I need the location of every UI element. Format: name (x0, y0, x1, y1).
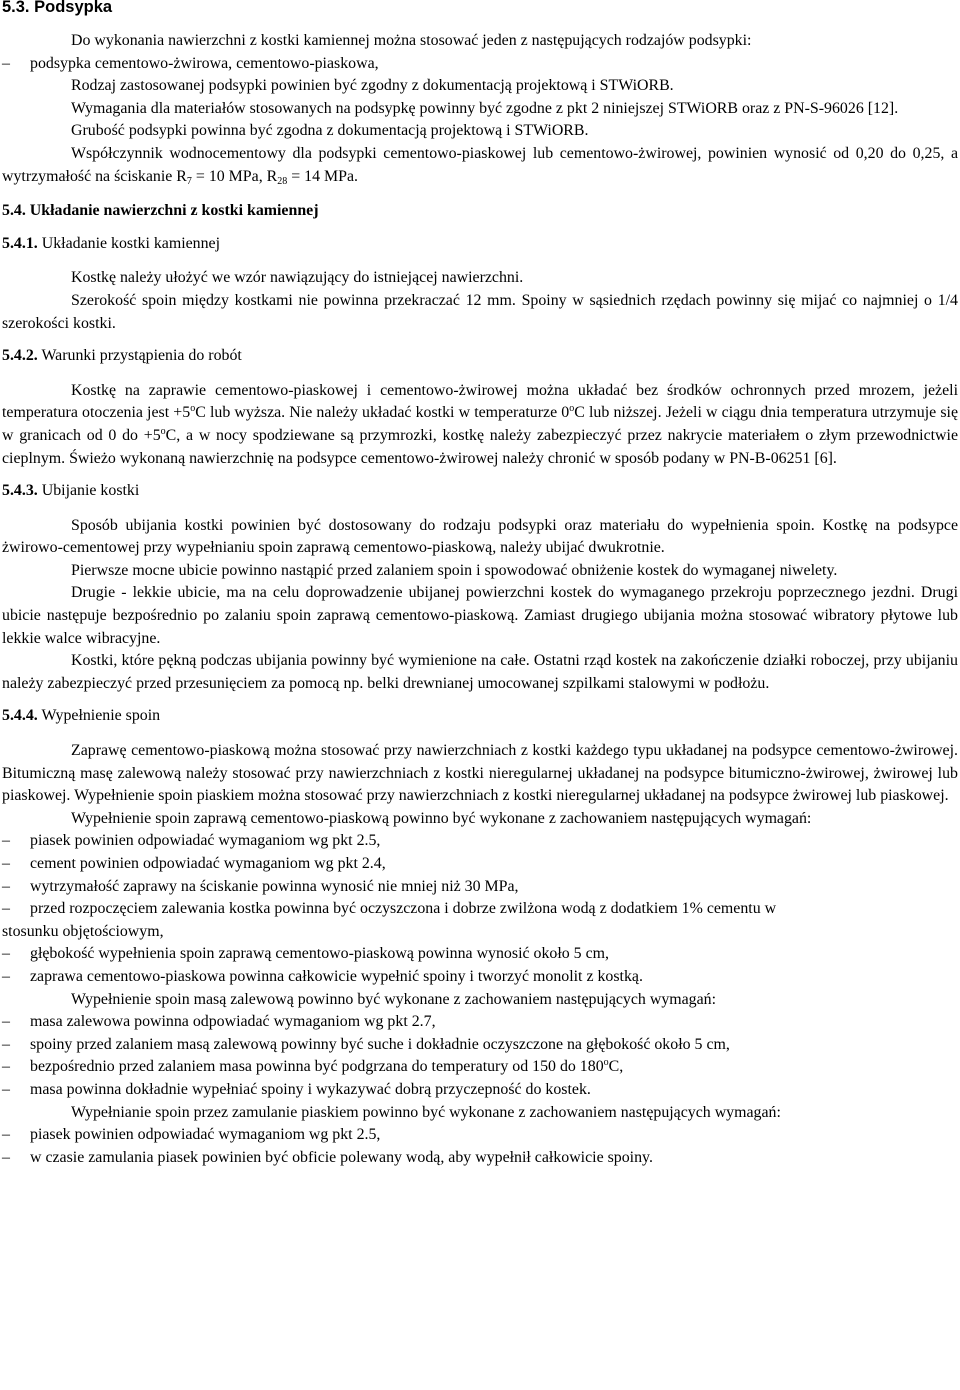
superscript: o (160, 425, 166, 437)
paragraph-water-cement (2, 143, 958, 188)
list-item-text (30, 1056, 958, 1079)
list-item (2, 1147, 958, 1170)
text-span: = 10 MPa, R (191, 167, 278, 185)
dash-marker: – (2, 1148, 10, 1166)
section-number: 5.4.4. (2, 707, 38, 725)
paragraph: Pierwsze mocne ubicie powinno nastąpić przed zalaniem spoin i spowodować obniżenie kostek do wymaganej niwelety. (71, 561, 838, 579)
list-item-text: wytrzymałość zaprawy na ściskanie powinna wynosić nie mniej niż 30 MPa, (30, 877, 519, 895)
list-item (2, 853, 958, 876)
subsection-title: Ubijanie kostki (37, 482, 140, 500)
list-item-text: masa powinna dokładnie wypełniać spoiny i wykazywać dobrą przyczepność do kostek. (30, 1080, 591, 1098)
text-span: bezpośrednio przed zalaniem masa powinna być podgrzana do temperatury od 150 do 180 (30, 1058, 604, 1076)
dash-marker: – (2, 1035, 10, 1053)
dash-marker: – (2, 1058, 10, 1076)
dash-marker: – (2, 1013, 10, 1031)
paragraph: Rodzaj zastosowanej podsypki powinien być zgodny z dokumentacją projektową i STWiORB. (71, 77, 674, 95)
dash-marker: – (2, 855, 10, 872)
list-item (2, 943, 958, 966)
section-number: 5.4.3. (2, 482, 38, 500)
dash-marker: – (2, 967, 10, 985)
paragraph: Wymagania dla materiałów stosowanych na podsypkę powinny być zgodne z pkt 2 niniejszej STWiORB oraz z PN-S-96026 [12]. (71, 99, 899, 117)
text-span: C, (608, 1058, 624, 1076)
text-span: C lub niższej. Jeżeli w ciągu dnia temperatura utrzymuje się w granicach od 0 do +5 (2, 404, 958, 444)
list-item-text: piasek powinien odpowiadać wymaganiom wg pkt 2.5, (30, 832, 381, 850)
paragraph: Sposób ubijania kostki powinien być dostosowany do rodzaju podsypki oraz materiału do wypełnienia spoin. Kostkę na podsypce żwirowo-cementowej przy wypełnianiu spoin zaprawą cementowo-piaskową, należy ubijać dwukrotnie. (2, 516, 958, 557)
list-item-continuation: stosunku objętościowym, (2, 922, 164, 940)
subsection-title: Układanie kostki kamiennej (37, 234, 221, 252)
list-item-text: cement powinien odpowiadać wymaganiom wg pkt 2.4, (30, 855, 386, 872)
subsection-title: Wypełnienie spoin (37, 707, 161, 725)
dash-marker: – (2, 945, 10, 963)
subscript: 7 (186, 175, 192, 187)
section-number: 5.4.2. (2, 347, 38, 365)
superscript: o (603, 1057, 609, 1069)
subsection-heading-5-4-2 (2, 345, 958, 368)
list-item-text: masa zalewowa powinna odpowiadać wymaganiom wg pkt 2.7, (30, 1013, 436, 1031)
subsection-heading-5-4-1 (2, 233, 958, 256)
section-title-5-4: 5.4. Układanie nawierzchni z kostki kamiennej (2, 202, 319, 220)
paragraph: Wypełnienie spoin zaprawą cementowo-piaskową powinno być wykonane z zachowaniem następujących wymagań: (71, 809, 812, 827)
list-item (2, 53, 958, 76)
subsection-heading-5-4-3 (2, 480, 958, 503)
list-item (2, 1056, 958, 1079)
list-item-text: piasek powinien odpowiadać wymaganiom wg pkt 2.5, (30, 1126, 381, 1144)
list-item (2, 1124, 958, 1147)
list-item-text: głębokość wypełnienia spoin zaprawą cementowo-piaskową powinna wynosić około 5 cm, (30, 945, 609, 963)
superscript: o (190, 403, 196, 415)
paragraph-intro: Do wykonania nawierzchni z kostki kamiennej można stosować jeden z następujących rodzajów podsypki: (71, 32, 752, 49)
list-item-text: przed rozpoczęciem zalewania kostka powinna być oczyszczona i dobrze zwilżona wodą z dodatkiem 1% cementu w (30, 900, 777, 918)
list-item (2, 830, 958, 853)
subsection-heading-5-4-4 (2, 705, 958, 728)
list-item-text: w czasie zamulania piasek powinien być obficie polewany wodą, aby wypełnił całkowicie spoiny. (30, 1148, 653, 1166)
paragraph: Drugie - lekkie ubicie, ma na celu doprowadzenie ubijanej powierzchni kostek do wymaganego przekroju poprzecznego jezdni. Drugi ubicie następuje bezpośrednio po zalaniu spoin zaprawą cementowo-piaskową. Zamiast drugiego ubijania można stosować wibratory płytowe lub lekkie walce wibracyjne. (2, 584, 958, 647)
dash-marker: – (2, 877, 10, 895)
text-span: Współczynnik wodnocementowy dla podsypki cementowo-piaskowej lub cementowo-żwirowej, powinien wynosić od 0,20 do 0,25, a wytrzymałość na ściskanie R (2, 144, 958, 185)
subscript: 28 (277, 175, 288, 187)
text-span: C, a w nocy spodziewane są przymrozki, kostkę należy zabezpieczyć przez nakrycie materiałem o złym przewodnictwie cieplnym. Świeżo wykonaną nawierzchnię na podsypce cementowo-żwirowej należy chronić w sposób podany w PN-B-06251 [6]. (2, 426, 958, 467)
text-span: C lub wyższa. Nie należy układać kostki w temperaturze 0 (195, 404, 570, 422)
paragraph: Zaprawę cementowo-piaskową można stosować przy nawierzchniach z kostki każdego typu układanej na podsypce cementowo-żwirowej. Bitumiczną masę zalewową należy stosować przy nawierzchniach z kostki nieregularnej układanej na podsypce bitumiczno-żwirowej, żwirowej lub piaskowej. Wypełnienie spoin piaskiem można stosować przy nawierzchniach z kostki nieregularnej układanej na podsypce żwirowej lub piaskowej. (2, 742, 958, 805)
section-number: 5.4.1. (2, 234, 38, 252)
paragraph: Wypełnienie spoin masą zalewową powinno być wykonane z zachowaniem następujących wymagań: (71, 990, 717, 1008)
section-title-5-3: 5.3. Podsypka (2, 0, 113, 16)
list-item (2, 876, 958, 899)
dash-marker: – (2, 1080, 10, 1098)
paragraph: Wypełnianie spoin przez zamulanie piaskiem powinno być wykonane z zachowaniem następujących wymagań: (71, 1103, 781, 1121)
paragraph-conditions (2, 380, 958, 470)
list-item (2, 1034, 958, 1057)
list-item (2, 898, 958, 921)
list-item-text: zaprawa cementowo-piaskowa powinna całkowicie wypełnić spoiny i tworzyć monolit z kostką. (30, 967, 643, 985)
text-span: = 14 MPa. (287, 167, 359, 185)
subsection-title: Warunki przystąpienia do robót (37, 347, 242, 365)
text-span: Kostkę na zaprawie cementowo-piaskowej i cementowo-żwirowej można układać bez środków ochronnych przed mrozem, jeżeli temperatura otoczenia jest +5 (2, 381, 958, 422)
paragraph: Szerokość spoin między kostkami nie powinna przekraczać 12 mm. Spoiny w sąsiednich rzędach powinny się mijać co najmniej o 1/4 szerokości kostki. (2, 291, 958, 332)
list-item (2, 1079, 958, 1102)
superscript: o (569, 403, 575, 415)
paragraph: Grubość podsypki powinna być zgodna z dokumentacją projektową i STWiORB. (71, 122, 589, 140)
list-item-text: podsypka cementowo-żwirowa, cementowo-piaskowa, (30, 54, 379, 72)
dash-marker: – (2, 832, 10, 850)
list-item (2, 1011, 958, 1034)
dash-marker: – (2, 1126, 10, 1144)
list-item-text: spoiny przed zalaniem masą zalewową powinny być suche i dokładnie oczyszczone na głębokość około 5 cm, (30, 1035, 730, 1053)
list-item (2, 966, 958, 989)
paragraph: Kostkę należy ułożyć we wzór nawiązujący do istniejącej nawierzchni. (71, 269, 524, 287)
dash-marker: – (2, 54, 10, 72)
dash-marker: – (2, 900, 10, 918)
paragraph: Kostki, które pękną podczas ubijania powinny być wymienione na całe. Ostatni rząd kostek na zakończenie działki roboczej, przy ubijaniu należy zabezpieczyć przed przesunięciem za pomocą np. belki drewnianej umocowanej szpilkami stalowymi w podłożu. (2, 652, 958, 692)
